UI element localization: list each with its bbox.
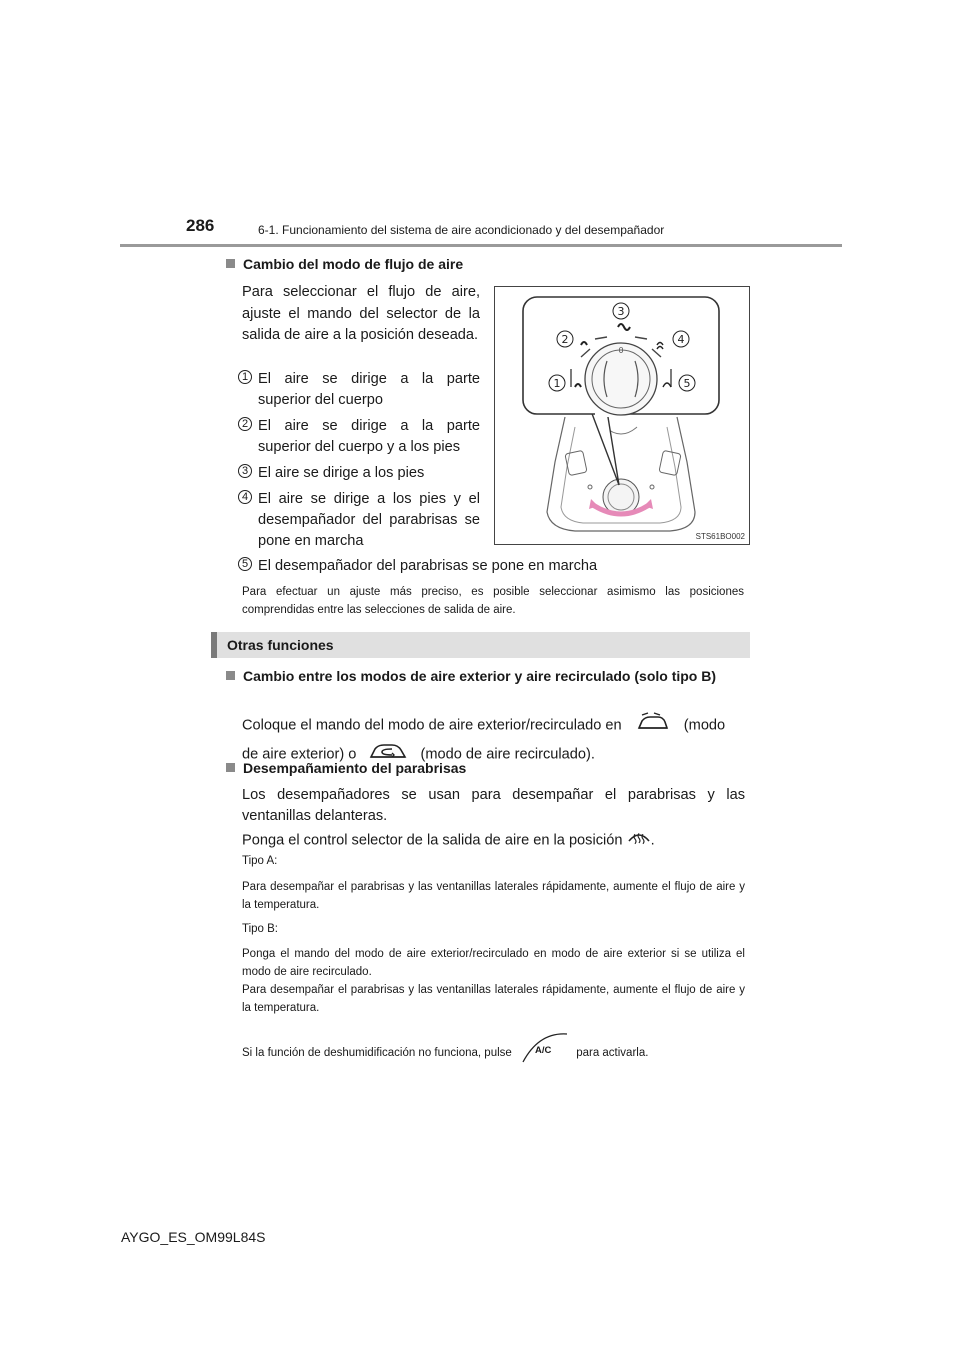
type-b-text-2: Para desempañar el parabrisas y las ventanillas laterales rápidamente, aumente el flujo de aire y la temperatura. [242,984,745,1014]
type-a-text: Para desempañar el parabrisas y las ventanillas laterales rápidamente, aumente el flujo de aire y la temperatura. [242,881,745,911]
bullet-square-icon [226,259,235,268]
type-a-label: Tipo A: [242,855,278,867]
banner-accent [211,632,217,658]
recirc-text: Coloque el mando del modo de aire exterior/recirculado en (modo de aire exterior) o (modo de aire recirculado). [242,711,747,769]
page-number: 286 [186,216,215,235]
callout-number: 5 [238,557,252,571]
bullet-square-icon [226,763,235,772]
callout-number: 4 [238,490,252,504]
svg-text:1: 1 [553,377,561,390]
airflow-intro: Para seleccionar el flujo de aire, ajuste el mando del selector de la salida de aire a la posición deseada. [242,284,480,343]
ac-button-label: A/C [535,1045,552,1056]
list-item: 1 El aire se dirige a la parte superior del cuerpo [238,369,480,411]
header-rule [120,244,842,247]
list-item: 5 El desempañador del parabrisas se pone en marcha [238,556,758,577]
callout-number: 2 [238,417,252,431]
airflow-note: Para efectuar un ajuste más preciso, es posible seleccionar asimismo las posiciones comprendidas entre las selecciones de salida de aire. [242,586,744,616]
chapter-title: 6-1. Funcionamiento del sistema de aire acondicionado y del desempañador [258,223,665,237]
svg-text:3: 3 [617,305,625,318]
section-banner [211,632,750,658]
callout-number: 1 [238,370,252,384]
section-heading-recirc: Cambio entre los modos de aire exterior y aire recirculado (solo tipo B) [226,666,746,687]
defog-instruction: Ponga el control selector de la salida de aire en la posición . [242,827,747,854]
ac-button-icon [519,1030,569,1064]
svg-text:2: 2 [561,333,569,346]
section-heading-defog: Desempañamiento del parabrisas [226,760,466,776]
bullet-square-icon [226,671,235,680]
outside-air-icon [636,711,670,740]
svg-text:4: 4 [677,333,685,346]
svg-text:5: 5 [683,377,691,390]
list-item: 4 El aire se dirige a los pies y el desempañador del parabrisas se pone en marcha [238,489,480,552]
list-item: 3 El aire se dirige a los pies [238,463,480,484]
type-b-label: Tipo B: [242,923,279,935]
type-b-text-1: Ponga el mando del modo de aire exterior/recirculado en modo de aire exterior si se utiliza el modo de aire recirculado. [242,948,745,978]
air-outlet-dial-illustration [495,287,749,544]
ac-instruction: Si la función de deshumidificación no funciona, pulse A/C para activarla. [242,1036,762,1070]
callout-number: 3 [238,464,252,478]
windshield-defog-icon [627,827,651,854]
defog-paragraph: Los desempañadores se usan para desempañar el parabrisas y las ventanillas delanteras. [242,787,745,824]
svg-text:0: 0 [618,346,624,355]
document-code: AYGO_ES_OM99L84S [121,1229,266,1245]
list-item: 2 El aire se dirige a la parte superior del cuerpo y a los pies [238,416,480,458]
section-heading-airflow: Cambio del modo de flujo de aire [226,256,463,272]
banner-label: Otras funciones [227,637,334,653]
figure-code: STS61BO002 [695,532,745,541]
airflow-selector-figure [494,286,750,545]
